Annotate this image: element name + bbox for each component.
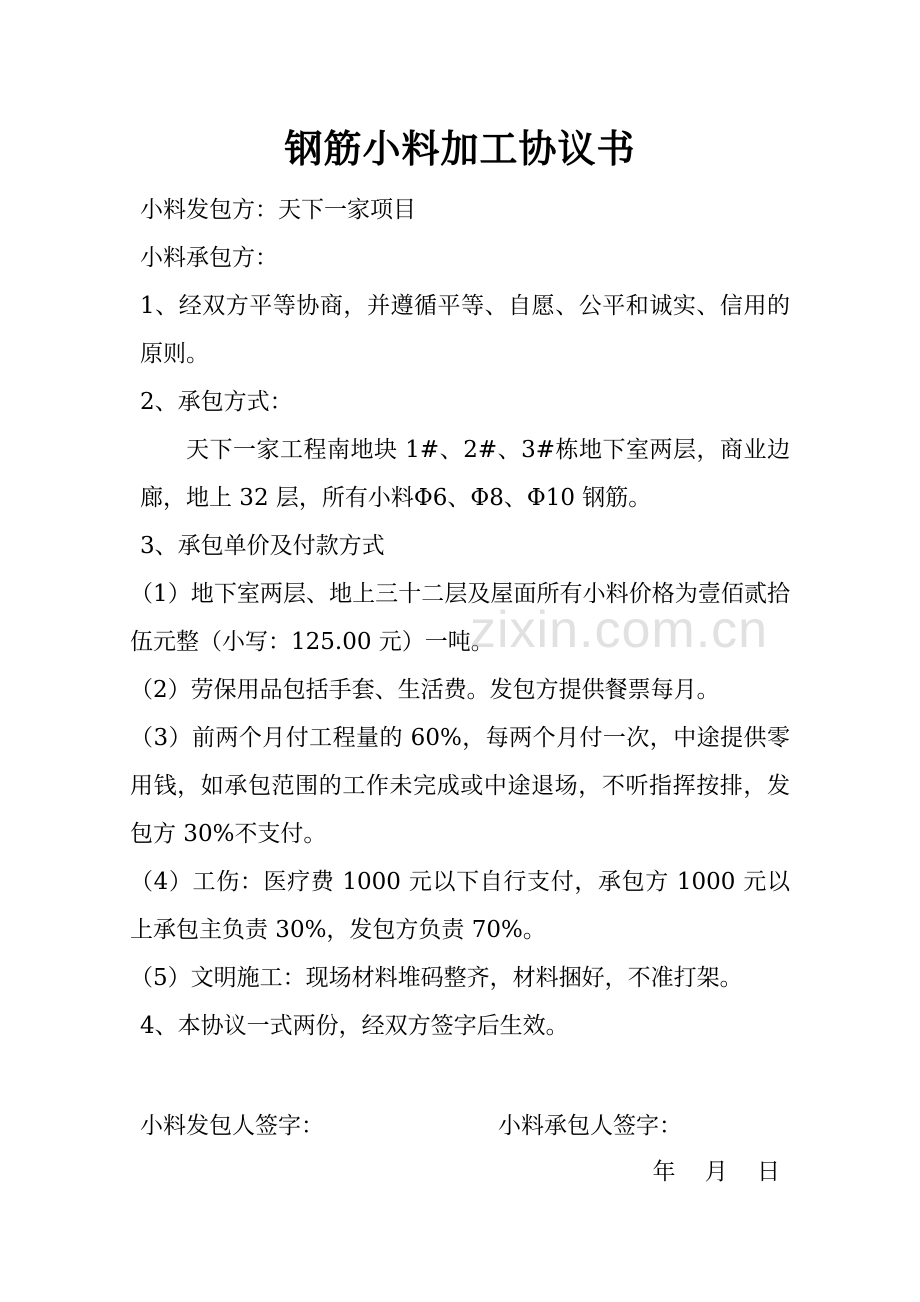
clause-3-heading: 3、承包单价及付款方式: [140, 533, 385, 559]
contractor-signature-label: 小料承包人签字：: [498, 1113, 682, 1139]
contractor-line: 小料承包方：: [140, 245, 278, 271]
clause-3-item-5: （5）文明施工：现场材料堆码整齐，材料捆好，不准打架。: [130, 965, 743, 991]
watermark: zixin.com.cn: [470, 601, 769, 659]
clause-4: 4、本协议一式两份，经双方签字后生效。: [140, 1013, 569, 1039]
date-line: 年 月 日: [652, 1159, 780, 1185]
clause-1: 1、经双方平等协商，并遵循平等、自愿、公平和诚实、信用的原则。: [140, 293, 790, 367]
clause-2-content: 天下一家工程南地块 1#、2#、3#栋地下室两层，商业边廊，地上 32 层，所有小料Φ6、Φ8、Φ10 钢筋。: [140, 437, 790, 511]
issuer-signature-label: 小料发包人签字：: [140, 1113, 324, 1139]
clause-3-item-3: （3）前两个月付工程量的 60%，每两个月付一次，中途提供零用钱，如承包范围的工作未完成或中途退场，不听指挥按排，发包方 30%不支付。: [130, 725, 790, 847]
clause-2-heading: 2、承包方式：: [140, 389, 293, 415]
clause-3-item-1: （1）地下室两层、地上三十二层及屋面所有小料价格为壹佰贰拾伍元整（小写：125.00 元）一吨。: [130, 581, 790, 655]
clause-3-item-4: （4）工伤：医疗费 1000 元以下自行支付，承包方 1000 元以上承包主负责 30%，发包方负责 70%。: [130, 869, 790, 943]
clause-3-item-2: （2）劳保用品包括手套、生活费。发包方提供餐票每月。: [130, 677, 720, 703]
issuer-line: 小料发包方：天下一家项目: [140, 197, 416, 223]
document-title: 钢筋小料加工协议书: [284, 126, 636, 171]
